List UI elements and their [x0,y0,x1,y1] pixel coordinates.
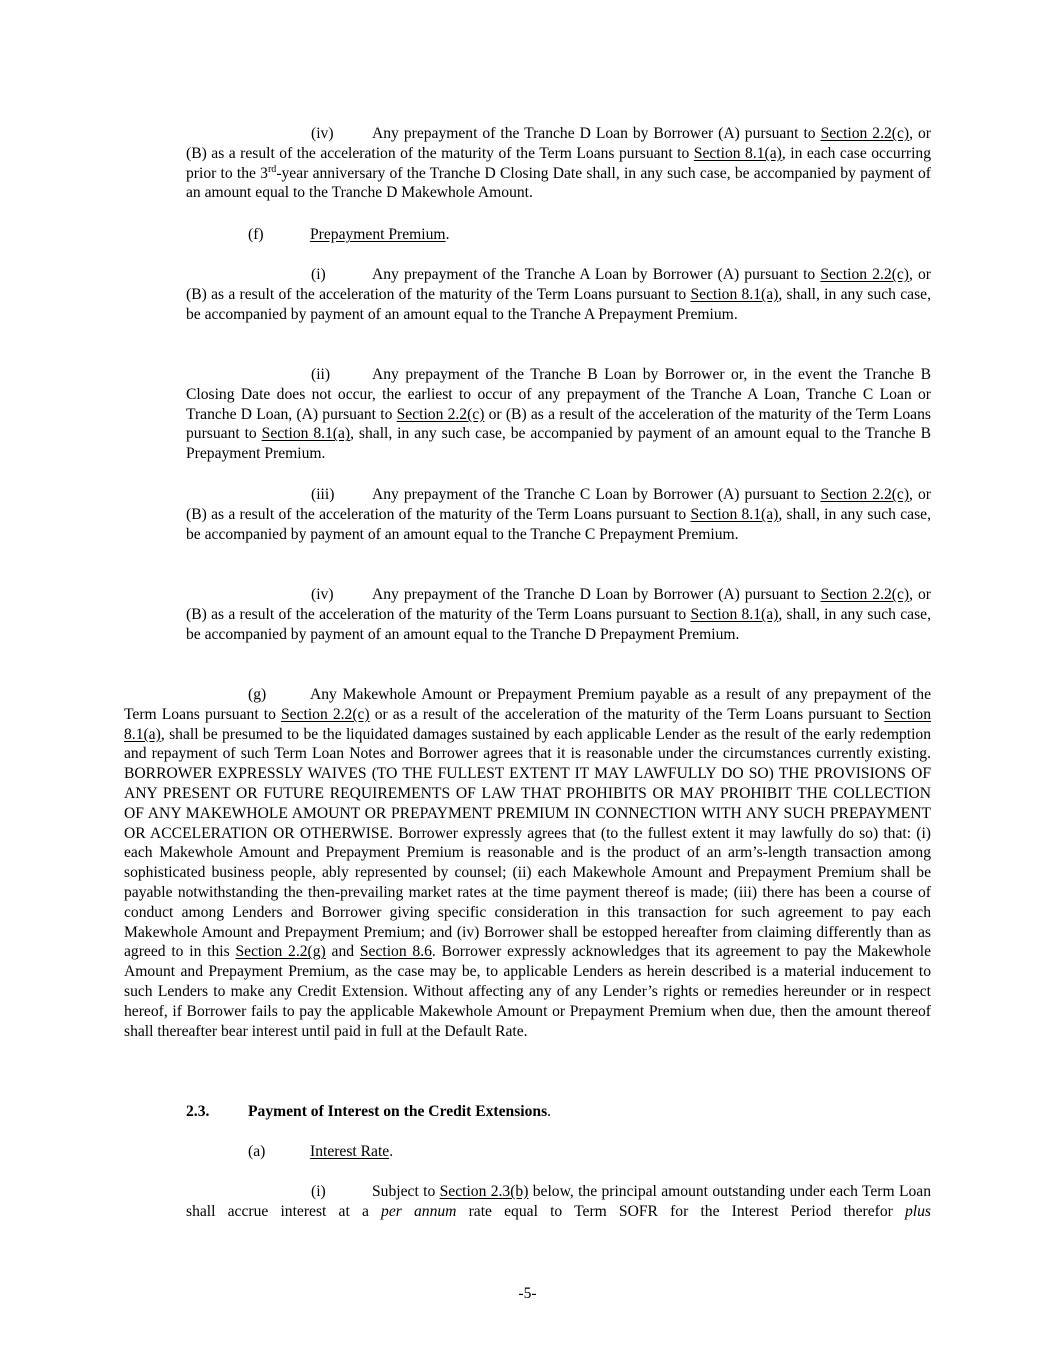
item-number: (iv) [311,125,334,142]
paragraph-f-iii: (iii) Any prepayment of the Tranche C Loan by Borrower (A) pursuant to Section 2.2(c), or (B) as a result of the acceleration of the maturity of the Term Loans pursuant to Section 8.1(a), shall, in any such case, be accompanied by payment of an amount equal to the Tranche C Prepayment Premium. [186,486,931,543]
paragraph-f-ii: (ii) Any prepayment of the Tranche B Loan by Borrower or, in the event the Tranche B Closing Date does not occur, the earliest to occur of any prepayment of the Tranche A Loan, Tranche C Loan or Tranche D Loan, (A) pursuant to Section 2.2(c) or (B) as a result of the acceleration of the maturity of the Term Loans pursuant to Section 8.1(a), shall, in any such case, be accompanied by payment of an amount equal to the Tranche B Prepayment Premium. [186,366,931,463]
subsection-f-heading: (f) Prepayment Premium. [248,226,450,243]
section-reference: Section 2.2(c) [820,486,910,503]
section-reference: Section 2.2(c) [820,586,910,603]
section-reference: Section 8.1(a) [124,705,931,743]
item-number: (iii) [311,486,335,503]
item-number: (a) [248,1143,266,1160]
section-number: 2.3. [186,1103,210,1120]
section-reference: Section 8.1(a) [261,425,351,443]
item-number: (f) [248,226,264,243]
paragraph-f-iv: (iv) Any prepayment of the Tranche D Loan by Borrower (A) pursuant to Section 2.2(c), or (B) as a result of the acceleration of the maturity of the Term Loans pursuant to Section 8.1(a), shall, in any such case, be accompanied by payment of an amount equal to the Tranche D Prepayment Premium. [186,586,931,643]
page-number: -5- [518,1285,537,1302]
section-reference: Section 8.1(a) [690,505,779,523]
subsection-title: Interest Rate [310,1143,390,1160]
section-reference: Section 2.2(c) [820,266,909,283]
section-reference: Section 2.2(g) [235,943,326,961]
section-reference: Section 2.3(b) [439,1183,529,1200]
section-reference: Section 8.1(a) [690,605,779,623]
item-number: (i) [311,1183,326,1200]
subsection-a-heading: (a) Interest Rate. [248,1143,394,1160]
item-number: (g) [248,686,267,703]
section-reference: Section 2.2(c) [820,125,910,142]
item-number: (i) [311,266,326,283]
section-reference: Section 8.6 [359,943,432,961]
item-number: (ii) [311,366,331,383]
section-reference: Section 2.2(c) [280,705,370,723]
section-reference: Section 8.1(a) [690,285,779,303]
paragraph-a-i: (i) Subject to Section 2.3(b) below, the principal amount outstanding under each Term Loan shall accrue interest at a per annum rate equal to Term SOFR for the Interest Period therefor plus [186,1183,931,1220]
section-reference: Section 2.2(c) [396,405,485,423]
paragraph-e-iv: (iv) Any prepayment of the Tranche D Loan by Borrower (A) pursuant to Section 2.2(c), or (B) as a result of the acceleration of the maturity of the Term Loans pursuant to Section 8.1(a), in each case occurring prior to the 3rd-year anniversary of the Tranche D Closing Date shall, in any such case, be accompanied by payment of an amount equal to the Tranche D Makewhole Amount. [186,125,932,202]
section-title: Payment of Interest on the Credit Extensions [248,1103,548,1120]
paragraph-g: (g) Any Makewhole Amount or Prepayment Premium payable as a result of any prepayment of the Term Loans pursuant to Section 2.2(c) or as a result of the acceleration of the maturity of the Term Loans pursuant to Section 8.1(a), shall be presumed to be the liquidated damages sustained by each applicable Lender as the result of the early redemption and repayment of such Term Loan Notes and Borrower agrees that it is reasonable under the circumstances currently existing. BORROWER EXPRESSLY WAIVES (TO THE FULLEST EXTENT IT MAY LAWFULLY DO SO) THE PROVISIONS OF ANY PRESENT OR FUTURE REQUIREMENTS OF LAW THAT PROHIBITS OR MAY PROHIBIT THE COLLECTION OF ANY MAKEWHOLE AMOUNT OR PREPAYMENT PREMIUM IN CONNECTION WITH ANY SUCH PREPAYMENT OR ACCELERATION OR OTHERWISE. Borrower expressly agrees that (to the fullest extent it may lawfully do so) that: (i) each Makewhole Amount and Prepayment Premium is reasonable and is the product of an arm’s-length transaction among sophisticated business people, ably represented by counsel; (ii) each Makewhole Amount and Prepayment Premium shall be payable notwithstanding the then-prevailing market rates at the time payment thereof is made; (iii) there has been a course of conduct among Lenders and Borrower giving specific consideration in this transaction for such agreement to pay each Makewhole Amount and Prepayment Premium; and (iv) Borrower shall be estopped hereafter from claiming differently than as agreed to in this Section 2.2(g) and Section 8.6. Borrower expressly acknowledges that its agreement to pay the Makewhole Amount and Prepayment Premium, as the case may be, to applicable Lenders as herein described is a material inducement to such Lenders to make any Credit Extension. Without affecting any of any Lender’s rights or remedies hereunder or in respect hereof, if Borrower fails to pay the applicable Makewhole Amount or Prepayment Premium when due, then the amount thereof shall thereafter bear interest until paid in full at the Default Rate. [124,686,932,1040]
section-2-3-heading: 2.3. Payment of Interest on the Credit Extensions. [186,1103,552,1120]
item-number: (iv) [311,586,334,603]
subsection-title: Prepayment Premium [310,226,446,243]
section-reference: Section 8.1(a) [693,144,782,162]
paragraph-f-i: (i) Any prepayment of the Tranche A Loan by Borrower (A) pursuant to Section 2.2(c), or (B) as a result of the acceleration of the maturity of the Term Loans pursuant to Section 8.1(a), shall, in any such case, be accompanied by payment of an amount equal to the Tranche A Prepayment Premium. [186,266,931,323]
